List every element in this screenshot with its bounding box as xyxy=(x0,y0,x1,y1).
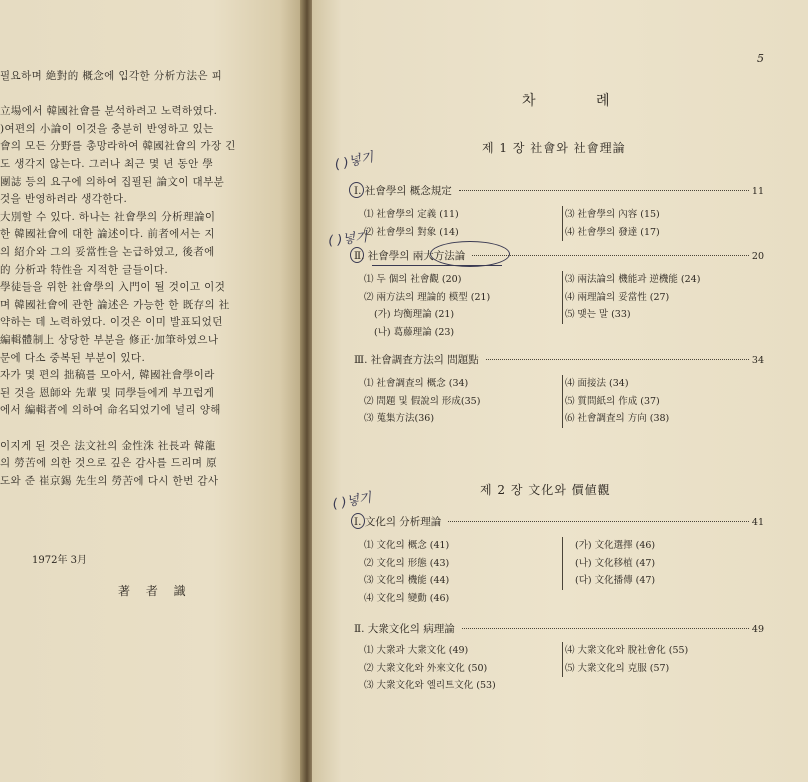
preface-line: 에서 編輯者에 의하여 命名되었기에 널리 양해 xyxy=(0,404,221,417)
preface-line: 會의 모든 分野를 총망라하여 韓國社會의 가장 긴 xyxy=(0,140,236,153)
preface-line: 한 韓國社會에 대한 論述이다. 前者에서는 지 xyxy=(0,228,216,241)
toc-section-2-1 xyxy=(354,514,764,530)
section-label: Ⅱ. 大衆文化의 病理論 xyxy=(354,623,455,635)
preface-line: 며 韓國社會에 관한 論述은 가능한 한 既存의 社 xyxy=(0,298,230,311)
preface-line: 編輯體制上 상당한 부분을 修正·加筆하였으나 xyxy=(0,334,219,346)
preface-line: )여편의 小論이 이것을 충분히 반영하고 있는 xyxy=(0,122,214,135)
section-label: Ⅲ. 社會調査方法의 問題點 xyxy=(354,354,479,366)
handwritten-note: ( )넣기 xyxy=(333,150,375,173)
section-label: Ⅰ. 文化의 分析理論 xyxy=(354,516,442,528)
section-page: 41 xyxy=(751,517,764,528)
toc-item: (나) 葛藤理論 (23) xyxy=(374,326,455,338)
toc-section-2-2 xyxy=(354,621,764,637)
handwritten-note: ( )넣기 xyxy=(331,490,373,513)
toc-item: ⑶ 文化의 機能 (44) xyxy=(364,575,450,586)
toc-item: ⑸ 大衆文化의 克服 (57) xyxy=(565,662,670,674)
toc-item: ⑴ 文化의 概念 (41) xyxy=(364,540,450,551)
section-items-left xyxy=(364,537,449,607)
preface-line: 도와 준 崔京錫 先生의 勞苦에 다시 한번 감사 xyxy=(0,474,219,487)
toc-section-1-2 xyxy=(354,248,764,264)
preface-line: 자가 몇 편의 拙稿를 모아서, 韓國社會學이라 xyxy=(0,369,215,382)
dot-leader xyxy=(459,190,749,191)
toc-item: (가) 均衡理論 (21) xyxy=(374,309,455,320)
left-page xyxy=(0,0,304,782)
toc-item: ⑴ 社會學의 定義 (11) xyxy=(364,209,459,220)
section-page: 20 xyxy=(751,251,764,262)
toc-section-1-1 xyxy=(354,183,764,199)
toc-item: ⑷ 面接法 (34) xyxy=(565,378,629,389)
preface-line: 의 紹介와 그의 妥當性을 논급하였고, 後者에 xyxy=(0,246,215,258)
preface-line: 된 것을 恩師와 先輩 및 同學들에게 부끄럽게 xyxy=(0,386,215,399)
section-items-left xyxy=(364,206,459,241)
section-items-right xyxy=(562,375,669,428)
toc-item: ⑷ 社會學의 發達 (17) xyxy=(565,226,660,238)
toc-item: ⑸ 質問紙의 作成 (37) xyxy=(565,395,660,407)
toc-item: (가) 文化選擇 (46) xyxy=(575,540,656,551)
chapter-1-title: 제 1 장 社會와 社會理論 xyxy=(482,141,626,155)
preface-line: 것을 반영하려라 생각한다. xyxy=(0,193,128,206)
dot-leader xyxy=(448,521,749,522)
section-items-right xyxy=(562,537,655,590)
toc-item: ⑶ 社會學의 內容 (15) xyxy=(565,209,660,220)
preface-line: 大別할 수 있다. 하나는 社會學의 分析理論이 xyxy=(0,210,216,223)
chapter-2-title: 제 2 장 文化와 價値觀 xyxy=(480,483,611,497)
preface-line: 團誌 등의 요구에 의하여 집필된 論文이 대부분 xyxy=(0,175,225,188)
toc-item: ⑸ 맺는 말 (33) xyxy=(565,309,631,320)
handwritten-note: ( )넣기 xyxy=(327,229,369,250)
section-items-right xyxy=(562,271,700,324)
toc-item: ⑴ 두 個의 社會觀 (20) xyxy=(364,274,462,285)
toc-item: ⑷ 兩理論의 妥當性 (27) xyxy=(565,291,670,303)
section-label: Ⅰ. 社會學의 概念規定 xyxy=(354,185,452,197)
section-page: 34 xyxy=(751,355,764,366)
section-items-left xyxy=(364,271,490,341)
toc-title: 차 례 xyxy=(522,93,638,109)
section-items-right xyxy=(562,206,660,241)
toc-item: (나) 文化移植 (47) xyxy=(575,557,656,569)
toc-item: ⑶ 兩法論의 機能과 逆機能 (24) xyxy=(565,274,701,285)
toc-item: ⑷ 大衆文化와 脫社會化 (55) xyxy=(565,645,689,656)
toc-item: ⑵ 文化의 形態 (43) xyxy=(364,557,450,569)
preface-signature: 著 者 識 xyxy=(118,584,192,598)
toc-section-1-3 xyxy=(354,352,764,368)
preface-line: 필요하며 絶對的 概念에 입각한 分析方法은 피 xyxy=(0,70,223,82)
section-page: 11 xyxy=(751,186,764,197)
toc-item: ⑵ 社會學의 對象 (14) xyxy=(364,226,459,238)
pen-underline-mark xyxy=(372,265,502,266)
preface-line: 學徒들을 위한 社會學의 入門이 될 것이고 이것 xyxy=(0,281,226,294)
preface-line: 的 分析과 特性을 지적한 글들이다. xyxy=(0,263,169,276)
preface-line: 문에 다소 중복된 부분이 있다. xyxy=(0,351,146,364)
section-label: Ⅱ. 社會學의 兩大方法論 xyxy=(354,250,466,262)
section-items-right xyxy=(562,642,688,677)
toc-item: ⑷ 文化의 變動 (46) xyxy=(364,592,450,604)
dot-leader xyxy=(486,359,749,360)
section-items-left xyxy=(364,642,496,695)
toc-item: ⑶ 蒐集方法(36) xyxy=(364,413,435,424)
toc-item: ⑵ 問題 및 假說의 形成(35) xyxy=(364,395,481,407)
toc-item: ⑹ 社會調査의 方向 (38) xyxy=(565,413,670,424)
toc-item: ⑵ 兩方法의 理論的 模型 (21) xyxy=(364,291,491,303)
toc-item: ⑴ 社會調査의 概念 (34) xyxy=(364,378,469,389)
preface-line: 의 勞苦에 의한 것으로 깊은 감사를 드리며 原 xyxy=(0,457,218,470)
dot-leader xyxy=(462,628,749,629)
preface-line: 도 생각지 않는다. 그러나 최근 몇 년 동안 學 xyxy=(0,158,214,170)
toc-item: ⑴ 大衆과 大衆文化 (49) xyxy=(364,645,469,656)
preface-line: 약하는 데 노력하였다. 이것은 이미 발표되었던 xyxy=(0,316,223,329)
preface-line: 立場에서 韓國社會를 분석하려고 노력하였다. xyxy=(0,105,218,118)
section-items-left xyxy=(364,375,480,428)
page-number: 5 xyxy=(757,52,764,65)
preface-line: 이지게 된 것은 法文社의 金性洙 社長과 韓龍 xyxy=(0,439,216,452)
toc-item: ⑵ 大衆文化와 外來文化 (50) xyxy=(364,662,488,674)
preface-date: 1972年 3月 xyxy=(32,555,87,566)
toc-item: (다) 文化播傳 (47) xyxy=(575,575,656,586)
dot-leader xyxy=(472,255,749,256)
toc-item: ⑶ 大衆文化와 엘리트文化 (53) xyxy=(364,680,496,691)
right-page-table-of-contents xyxy=(312,0,808,782)
section-page: 49 xyxy=(751,624,764,635)
